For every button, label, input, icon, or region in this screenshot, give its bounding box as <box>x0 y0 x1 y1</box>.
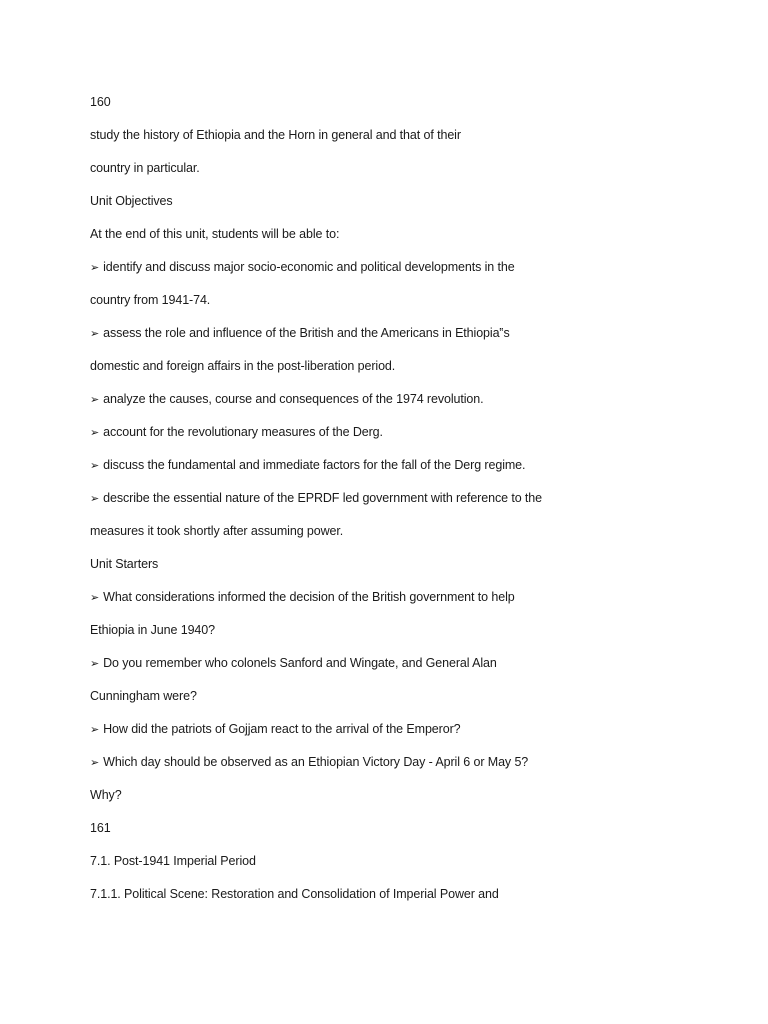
line-text: Unit Starters <box>90 557 159 571</box>
text-line <box>90 356 730 389</box>
text-line <box>90 851 730 884</box>
text-line <box>90 191 730 224</box>
line-text: Unit Objectives <box>90 194 173 208</box>
line-text: assess the role and influence of the British and the Americans in Ethiopia‟s <box>103 326 510 340</box>
bullet-arrow-icon: ➢ <box>90 591 100 604</box>
line-text: domestic and foreign affairs in the post-liberation period. <box>90 359 396 373</box>
line-text: country in particular. <box>90 161 200 175</box>
bullet-line <box>90 323 730 356</box>
line-text: How did the patriots of Gojjam react to the arrival of the Emperor? <box>103 722 461 736</box>
line-text: analyze the causes, course and consequences of the 1974 revolution. <box>103 392 484 406</box>
bullet-arrow-icon: ➢ <box>90 756 100 769</box>
bullet-arrow-icon: ➢ <box>90 327 100 340</box>
line-text: 160 <box>90 95 111 109</box>
line-text: study the history of Ethiopia and the Horn in general and that of their <box>90 128 461 142</box>
line-text: Which day should be observed as an Ethiopian Victory Day - April 6 or May 5? <box>103 755 529 769</box>
line-text: 161 <box>90 821 111 835</box>
line-text: country from 1941-74. <box>90 293 211 307</box>
bullet-line <box>90 257 730 290</box>
text-line <box>90 158 730 191</box>
text-line <box>90 224 730 257</box>
bullet-arrow-icon: ➢ <box>90 723 100 736</box>
text-line <box>90 125 730 158</box>
bullet-line <box>90 719 730 752</box>
bullet-arrow-icon: ➢ <box>90 426 100 439</box>
bullet-line <box>90 422 730 455</box>
line-text: identify and discuss major socio-economic and political developments in the <box>103 260 515 274</box>
text-line <box>90 686 730 719</box>
line-text: account for the revolutionary measures of the Derg. <box>103 425 383 439</box>
text-line <box>90 884 730 917</box>
text-line <box>90 620 730 653</box>
bullet-arrow-icon: ➢ <box>90 492 100 505</box>
line-text: Cunningham were? <box>90 689 197 703</box>
line-text: What considerations informed the decision of the British government to help <box>103 590 515 604</box>
text-line <box>90 818 730 851</box>
bullet-line <box>90 587 730 620</box>
text-line <box>90 521 730 554</box>
bullet-line <box>90 389 730 422</box>
bullet-line <box>90 653 730 686</box>
line-text: measures it took shortly after assuming power. <box>90 524 344 538</box>
text-line <box>90 92 730 125</box>
line-text: discuss the fundamental and immediate factors for the fall of the Derg regime. <box>103 458 526 472</box>
line-text: 7.1.1. Political Scene: Restoration and Consolidation of Imperial Power and <box>90 887 499 901</box>
line-text: describe the essential nature of the EPRDF led government with reference to the <box>103 491 542 505</box>
line-text: Do you remember who colonels Sanford and Wingate, and General Alan <box>103 656 497 670</box>
bullet-arrow-icon: ➢ <box>90 393 100 406</box>
bullet-line <box>90 752 730 785</box>
line-text: 7.1. Post-1941 Imperial Period <box>90 854 256 868</box>
document-body <box>90 92 730 917</box>
bullet-arrow-icon: ➢ <box>90 657 100 670</box>
bullet-line <box>90 455 730 488</box>
text-line <box>90 290 730 323</box>
text-line <box>90 554 730 587</box>
text-line <box>90 785 730 818</box>
bullet-arrow-icon: ➢ <box>90 261 100 274</box>
line-text: Why? <box>90 788 122 802</box>
bullet-line <box>90 488 730 521</box>
line-text: Ethiopia in June 1940? <box>90 623 215 637</box>
line-text: At the end of this unit, students will be able to: <box>90 227 340 241</box>
bullet-arrow-icon: ➢ <box>90 459 100 472</box>
